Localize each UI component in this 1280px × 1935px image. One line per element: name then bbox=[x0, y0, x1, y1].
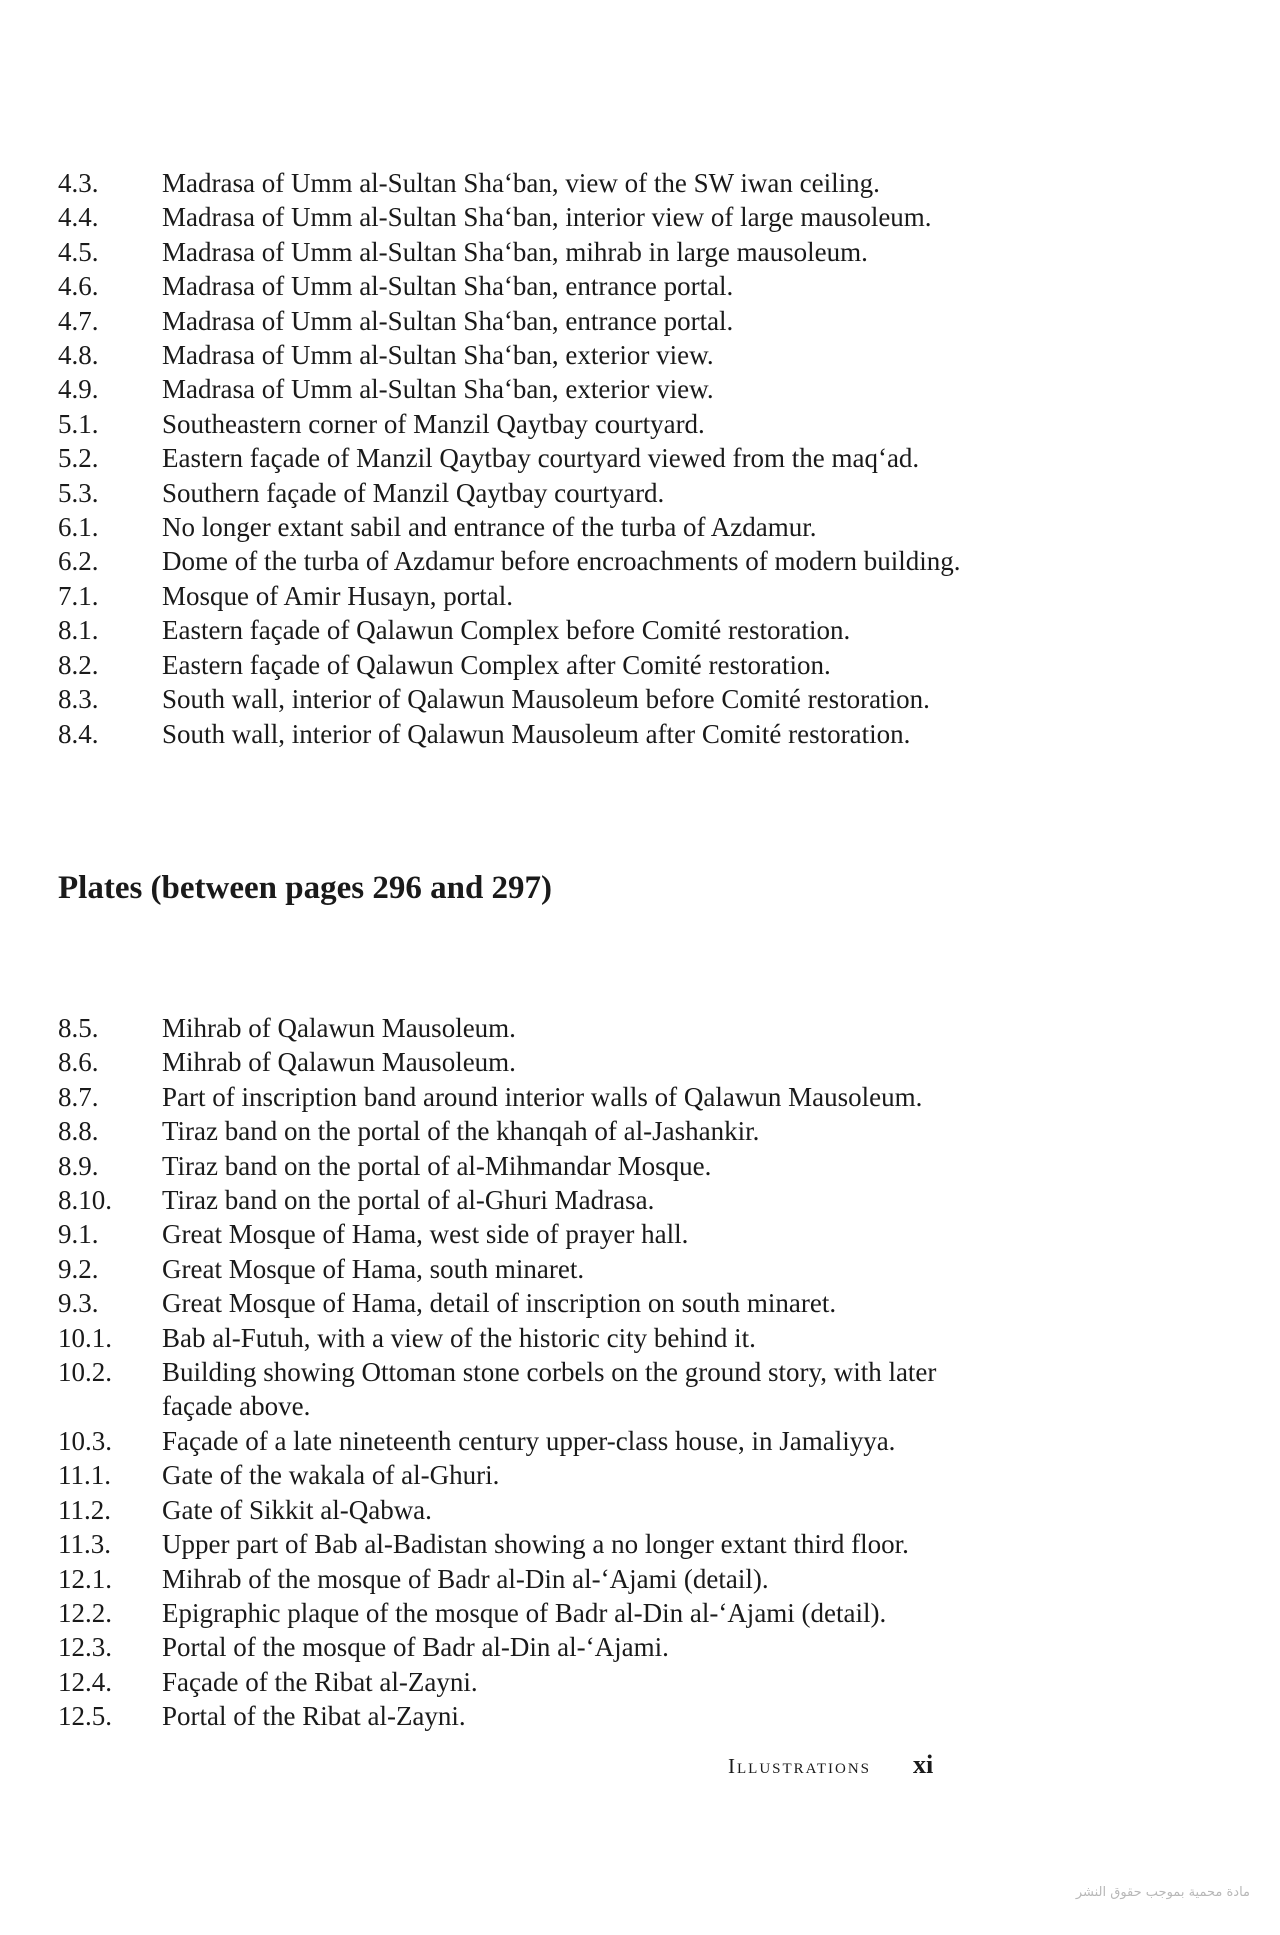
list-item bbox=[58, 510, 978, 544]
list-item bbox=[58, 1252, 978, 1286]
figure-number: 5.1. bbox=[58, 408, 99, 439]
list-item bbox=[58, 1045, 978, 1079]
list-item bbox=[58, 1493, 978, 1527]
figure-number: 12.5. bbox=[58, 1701, 112, 1732]
figure-number: 8.8. bbox=[58, 1116, 99, 1147]
figure-caption: No longer extant sabil and entrance of the turba of Azdamur. bbox=[162, 512, 817, 543]
figure-caption: Façade of a late nineteenth century upper-class house, in Jamaliyya. bbox=[162, 1425, 896, 1456]
list-item bbox=[58, 1699, 978, 1733]
figure-caption: Madrasa of Umm al-Sultan Sha‘ban, entrance portal. bbox=[162, 271, 734, 302]
list-item bbox=[58, 476, 978, 510]
figure-caption: Eastern façade of Manzil Qaytbay courtyard viewed from the maq‘ad. bbox=[162, 443, 920, 474]
figure-caption: Part of inscription band around interior walls of Qalawun Mausoleum. bbox=[162, 1081, 923, 1112]
figure-caption: Great Mosque of Hama, south minaret. bbox=[162, 1253, 585, 1284]
figure-number: 12.3. bbox=[58, 1632, 112, 1663]
figure-caption: Eastern façade of Qalawun Complex after Comité restoration. bbox=[162, 649, 831, 680]
figure-number: 4.5. bbox=[58, 236, 99, 267]
list-item bbox=[58, 1527, 978, 1561]
figure-caption: South wall, interior of Qalawun Mausoleum after Comité restoration. bbox=[162, 718, 911, 749]
figure-number: 4.4. bbox=[58, 202, 99, 233]
list-item bbox=[58, 682, 978, 716]
figure-caption: Madrasa of Umm al-Sultan Sha‘ban, view of the SW iwan ceiling. bbox=[162, 168, 880, 198]
list-item bbox=[58, 1321, 978, 1355]
figure-number: 12.2. bbox=[58, 1597, 112, 1628]
figure-caption: Bab al-Futuh, with a view of the historic city behind it. bbox=[162, 1322, 756, 1353]
figure-number: 8.3. bbox=[58, 684, 99, 715]
list-item bbox=[58, 1630, 978, 1664]
copyright-watermark: مادة محمية بموجب حقوق النشر bbox=[1075, 1885, 1250, 1900]
list-item bbox=[58, 166, 978, 200]
figure-number: 8.10. bbox=[58, 1185, 112, 1216]
figure-number: 8.9. bbox=[58, 1150, 99, 1181]
figure-number: 9.2. bbox=[58, 1253, 99, 1284]
figure-number: 7.1. bbox=[58, 580, 99, 611]
figure-number: 8.6. bbox=[58, 1047, 99, 1078]
figure-number: 4.8. bbox=[58, 340, 99, 371]
figure-number: 8.2. bbox=[58, 649, 99, 680]
figure-number: 4.3. bbox=[58, 168, 99, 198]
figure-number: 4.9. bbox=[58, 374, 99, 405]
figure-caption: Gate of Sikkit al-Qabwa. bbox=[162, 1494, 432, 1525]
figure-number: 11.2. bbox=[58, 1494, 111, 1525]
figure-number: 8.5. bbox=[58, 1013, 99, 1043]
list-item bbox=[58, 1424, 978, 1458]
list-item bbox=[58, 1286, 978, 1320]
running-head: Illustrations bbox=[728, 1754, 871, 1778]
figure-number: 11.1. bbox=[58, 1460, 111, 1491]
list-item bbox=[58, 235, 978, 269]
figure-caption: South wall, interior of Qalawun Mausoleum before Comité restoration. bbox=[162, 684, 930, 715]
figure-number: 8.4. bbox=[58, 718, 99, 749]
figure-caption: Great Mosque of Hama, west side of prayer hall. bbox=[162, 1219, 689, 1250]
list-item bbox=[58, 1596, 978, 1630]
list-item bbox=[58, 1355, 978, 1424]
list-item bbox=[58, 304, 978, 338]
figure-number: 10.1. bbox=[58, 1322, 112, 1353]
figure-caption: Madrasa of Umm al-Sultan Sha‘ban, mihrab in large mausoleum. bbox=[162, 236, 868, 267]
page-number: xi bbox=[913, 1750, 934, 1779]
list-item bbox=[58, 1183, 978, 1217]
figure-caption: Portal of the mosque of Badr al-Din al-‘Ajami. bbox=[162, 1632, 669, 1663]
figure-caption: Mihrab of Qalawun Mausoleum. bbox=[162, 1013, 516, 1043]
figure-number: 6.2. bbox=[58, 546, 99, 577]
list-item bbox=[58, 1114, 978, 1148]
figure-caption: Mihrab of the mosque of Badr al-Din al-‘Ajami (detail). bbox=[162, 1563, 769, 1594]
list-item bbox=[58, 372, 978, 406]
figure-caption: Tiraz band on the portal of the khanqah of al-Jashankir. bbox=[162, 1116, 760, 1147]
figure-number: 11.3. bbox=[58, 1529, 111, 1560]
list-item bbox=[58, 269, 978, 303]
list-item bbox=[58, 1562, 978, 1596]
illustrations-list bbox=[58, 166, 978, 751]
figure-caption: Upper part of Bab al-Badistan showing a no longer extant third floor. bbox=[162, 1529, 909, 1560]
figure-caption: Mosque of Amir Husayn, portal. bbox=[162, 580, 513, 611]
figure-number: 12.1. bbox=[58, 1563, 112, 1594]
figure-number: 12.4. bbox=[58, 1666, 112, 1697]
list-item bbox=[58, 1458, 978, 1492]
figure-number: 8.1. bbox=[58, 615, 99, 646]
figure-caption: Dome of the turba of Azdamur before encroachments of modern building. bbox=[162, 546, 961, 577]
figure-number: 5.2. bbox=[58, 443, 99, 474]
page-footer bbox=[728, 1750, 933, 1781]
figure-caption: Madrasa of Umm al-Sultan Sha‘ban, entrance portal. bbox=[162, 305, 734, 336]
list-item bbox=[58, 579, 978, 613]
figure-caption: Tiraz band on the portal of al-Ghuri Madrasa. bbox=[162, 1185, 655, 1216]
figure-caption: Mihrab of Qalawun Mausoleum. bbox=[162, 1047, 516, 1078]
figure-number: 10.3. bbox=[58, 1425, 112, 1456]
plates-list bbox=[58, 1011, 978, 1734]
list-item bbox=[58, 1011, 978, 1045]
list-item bbox=[58, 1217, 978, 1251]
list-item bbox=[58, 441, 978, 475]
figure-caption: Madrasa of Umm al-Sultan Sha‘ban, exterior view. bbox=[162, 340, 714, 371]
figure-caption: Portal of the Ribat al-Zayni. bbox=[162, 1701, 466, 1732]
list-item bbox=[58, 1149, 978, 1183]
figure-caption: Southern façade of Manzil Qaytbay courtyard. bbox=[162, 477, 665, 508]
figure-caption: Epigraphic plaque of the mosque of Badr al-Din al-‘Ajami (detail). bbox=[162, 1597, 887, 1628]
list-item bbox=[58, 200, 978, 234]
figure-caption: Southeastern corner of Manzil Qaytbay courtyard. bbox=[162, 408, 705, 439]
figure-number: 5.3. bbox=[58, 477, 99, 508]
list-item bbox=[58, 613, 978, 647]
list-item bbox=[58, 338, 978, 372]
list-item bbox=[58, 1080, 978, 1114]
figure-number: 6.1. bbox=[58, 512, 99, 543]
list-item bbox=[58, 407, 978, 441]
list-item bbox=[58, 1665, 978, 1699]
figure-number: 9.3. bbox=[58, 1288, 99, 1319]
figure-caption: Eastern façade of Qalawun Complex before Comité restoration. bbox=[162, 615, 851, 646]
figure-caption: Façade of the Ribat al-Zayni. bbox=[162, 1666, 478, 1697]
figure-number: 9.1. bbox=[58, 1219, 99, 1250]
list-item bbox=[58, 544, 978, 578]
figure-number: 10.2. bbox=[58, 1357, 112, 1388]
figure-caption: Madrasa of Umm al-Sultan Sha‘ban, interior view of large mausoleum. bbox=[162, 202, 932, 233]
figure-number: 4.6. bbox=[58, 271, 99, 302]
figure-caption: Great Mosque of Hama, detail of inscription on south minaret. bbox=[162, 1288, 837, 1319]
figure-caption: Madrasa of Umm al-Sultan Sha‘ban, exterior view. bbox=[162, 374, 714, 405]
figure-caption: Tiraz band on the portal of al-Mihmandar Mosque. bbox=[162, 1150, 712, 1181]
list-item bbox=[58, 717, 978, 751]
figure-number: 8.7. bbox=[58, 1081, 99, 1112]
list-item bbox=[58, 648, 978, 682]
figure-caption: Building showing Ottoman stone corbels on the ground story, with later façade above. bbox=[162, 1357, 937, 1422]
plates-heading: Plates (between pages 296 and 297) bbox=[58, 870, 553, 906]
figure-caption: Gate of the wakala of al-Ghuri. bbox=[162, 1460, 500, 1491]
figure-number: 4.7. bbox=[58, 305, 99, 336]
